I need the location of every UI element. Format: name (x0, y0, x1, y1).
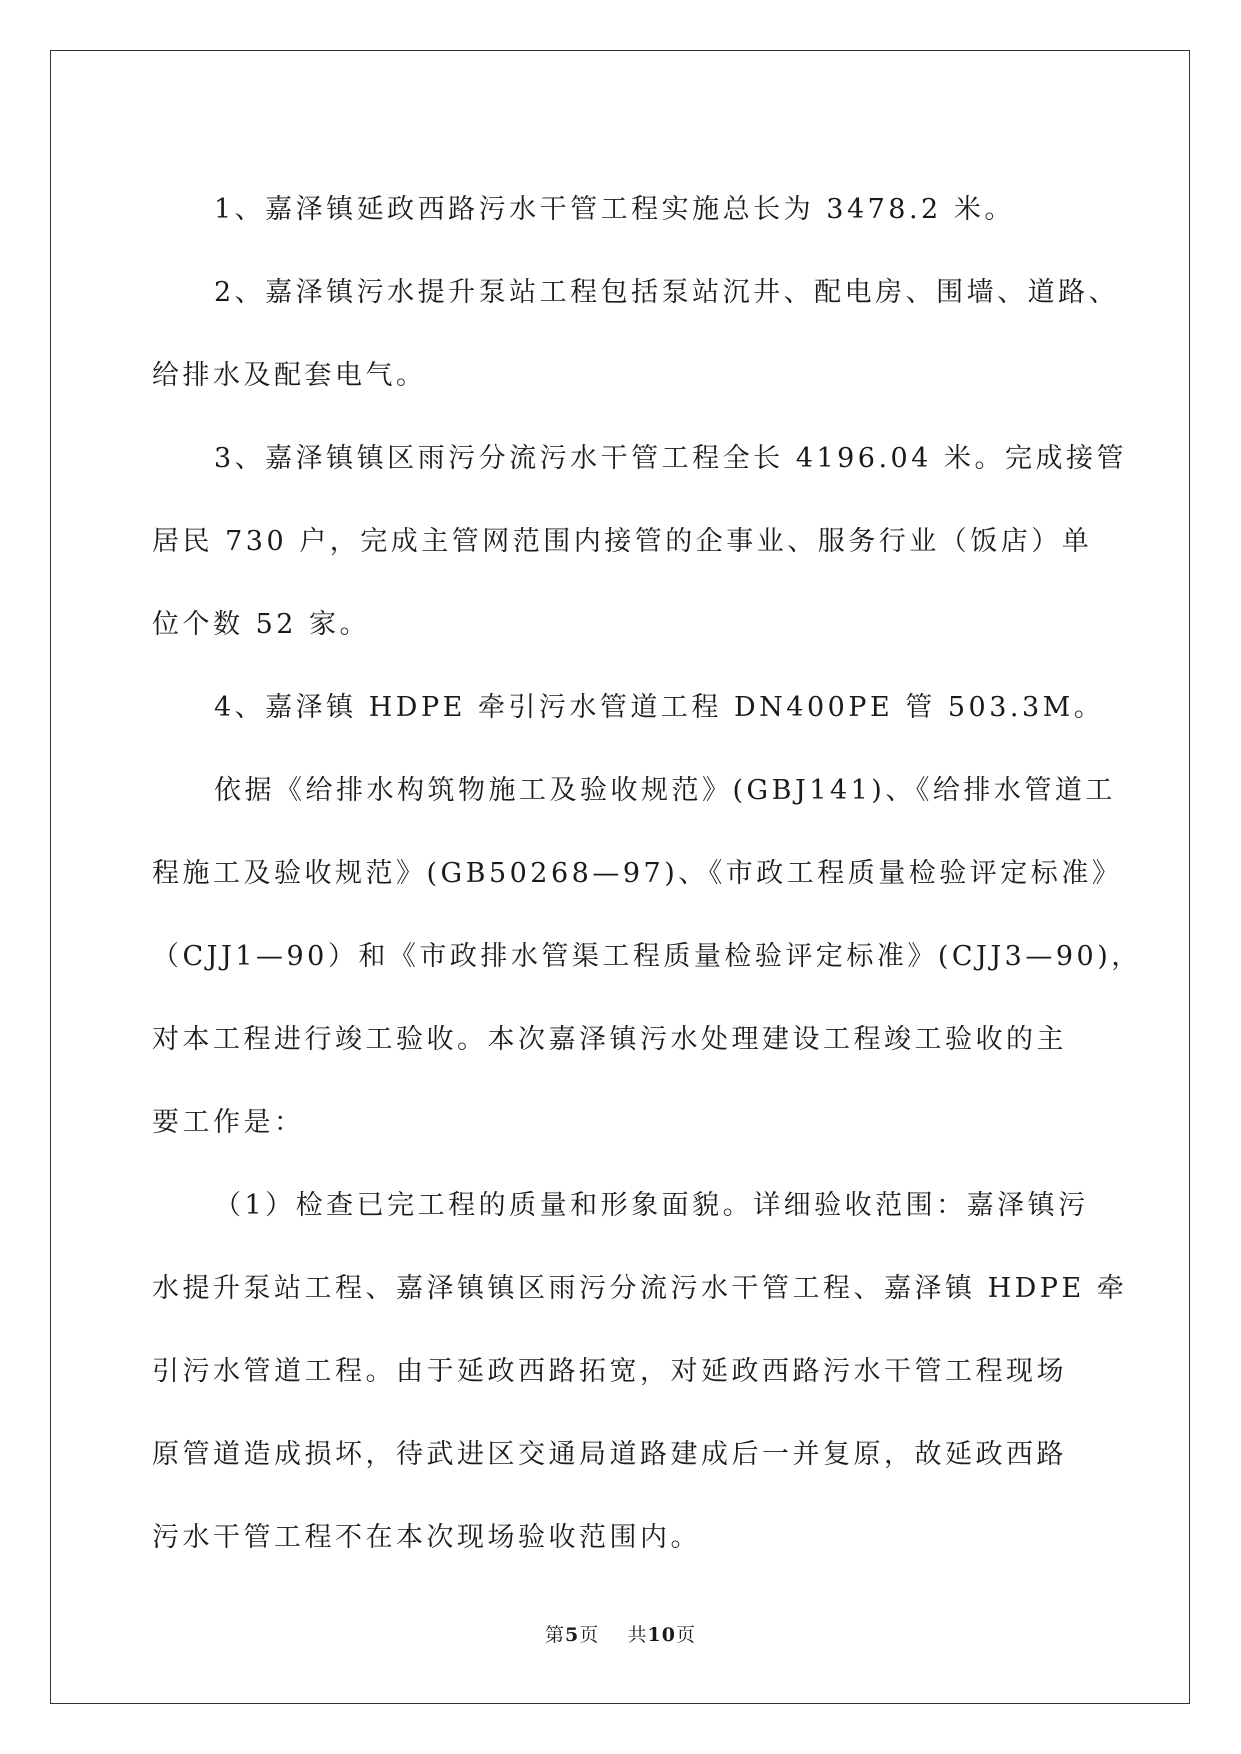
page-footer (0, 1620, 1241, 1647)
text-line: 对本工程进行竣工验收。本次嘉泽镇污水处理建设工程竣工验收的主 (152, 1024, 1067, 1055)
paragraph-6 (152, 1164, 1128, 1579)
paragraph-4 (152, 666, 1105, 749)
text-line: 原管道造成损坏，待武进区交通局道路建成后一并复原，故延政西路 (152, 1439, 1067, 1470)
text-line: 2、嘉泽镇污水提升泵站工程包括泵站沉井、配电房、围墙、道路、 (214, 277, 1120, 308)
text-line: 引污水管道工程。由于延政西路拓宽，对延政西路污水干管工程现场 (152, 1356, 1067, 1387)
paragraph-2 (152, 251, 1120, 417)
text-line: 依据《给排水构筑物施工及验收规范》(GBJ141)、《给排水管道工 (214, 775, 1116, 806)
footer-total-prefix: 共 (627, 1624, 648, 1646)
text-line: 3、嘉泽镇镇区雨污分流污水干管工程全长 4196.04 米。完成接管 (214, 443, 1127, 474)
text-line: 水提升泵站工程、嘉泽镇镇区雨污分流污水干管工程、嘉泽镇 HDPE 牵 (152, 1273, 1128, 1304)
text-line: 位个数 52 家。 (152, 609, 371, 640)
document-body (152, 168, 1142, 1579)
page-number: 5 (565, 1624, 580, 1646)
paragraph-5 (152, 749, 1142, 1164)
text-line: 4、嘉泽镇 HDPE 牵引污水管道工程 DN400PE 管 503.3M。 (214, 692, 1105, 723)
footer-page-suffix: 页 (579, 1624, 600, 1646)
footer-total-suffix: 页 (675, 1624, 696, 1646)
text-line: 给排水及配套电气。 (152, 360, 427, 391)
text-line: （1）检查已完工程的质量和形象面貌。详细验收范围：嘉泽镇污 (214, 1190, 1089, 1221)
text-line: 1、嘉泽镇延政西路污水干管工程实施总长为 3478.2 米。 (214, 194, 1015, 225)
text-line: （CJJ1—90）和《市政排水管渠工程质量检验评定标准》(CJJ3—90)， (152, 941, 1142, 972)
paragraph-3 (152, 417, 1127, 666)
total-pages: 10 (647, 1624, 676, 1646)
paragraph-1 (152, 168, 1092, 251)
text-line: 居民 730 户，完成主管网范围内接管的企事业、服务行业（饭店）单 (152, 526, 1093, 557)
text-line: 污水干管工程不在本次现场验收范围内。 (152, 1522, 701, 1553)
text-line: 要工作是： (152, 1107, 305, 1138)
footer-prefix: 第 (545, 1624, 566, 1646)
text-line: 程施工及验收规范》(GB50268—97)、《市政工程质量检验评定标准》 (152, 858, 1123, 889)
